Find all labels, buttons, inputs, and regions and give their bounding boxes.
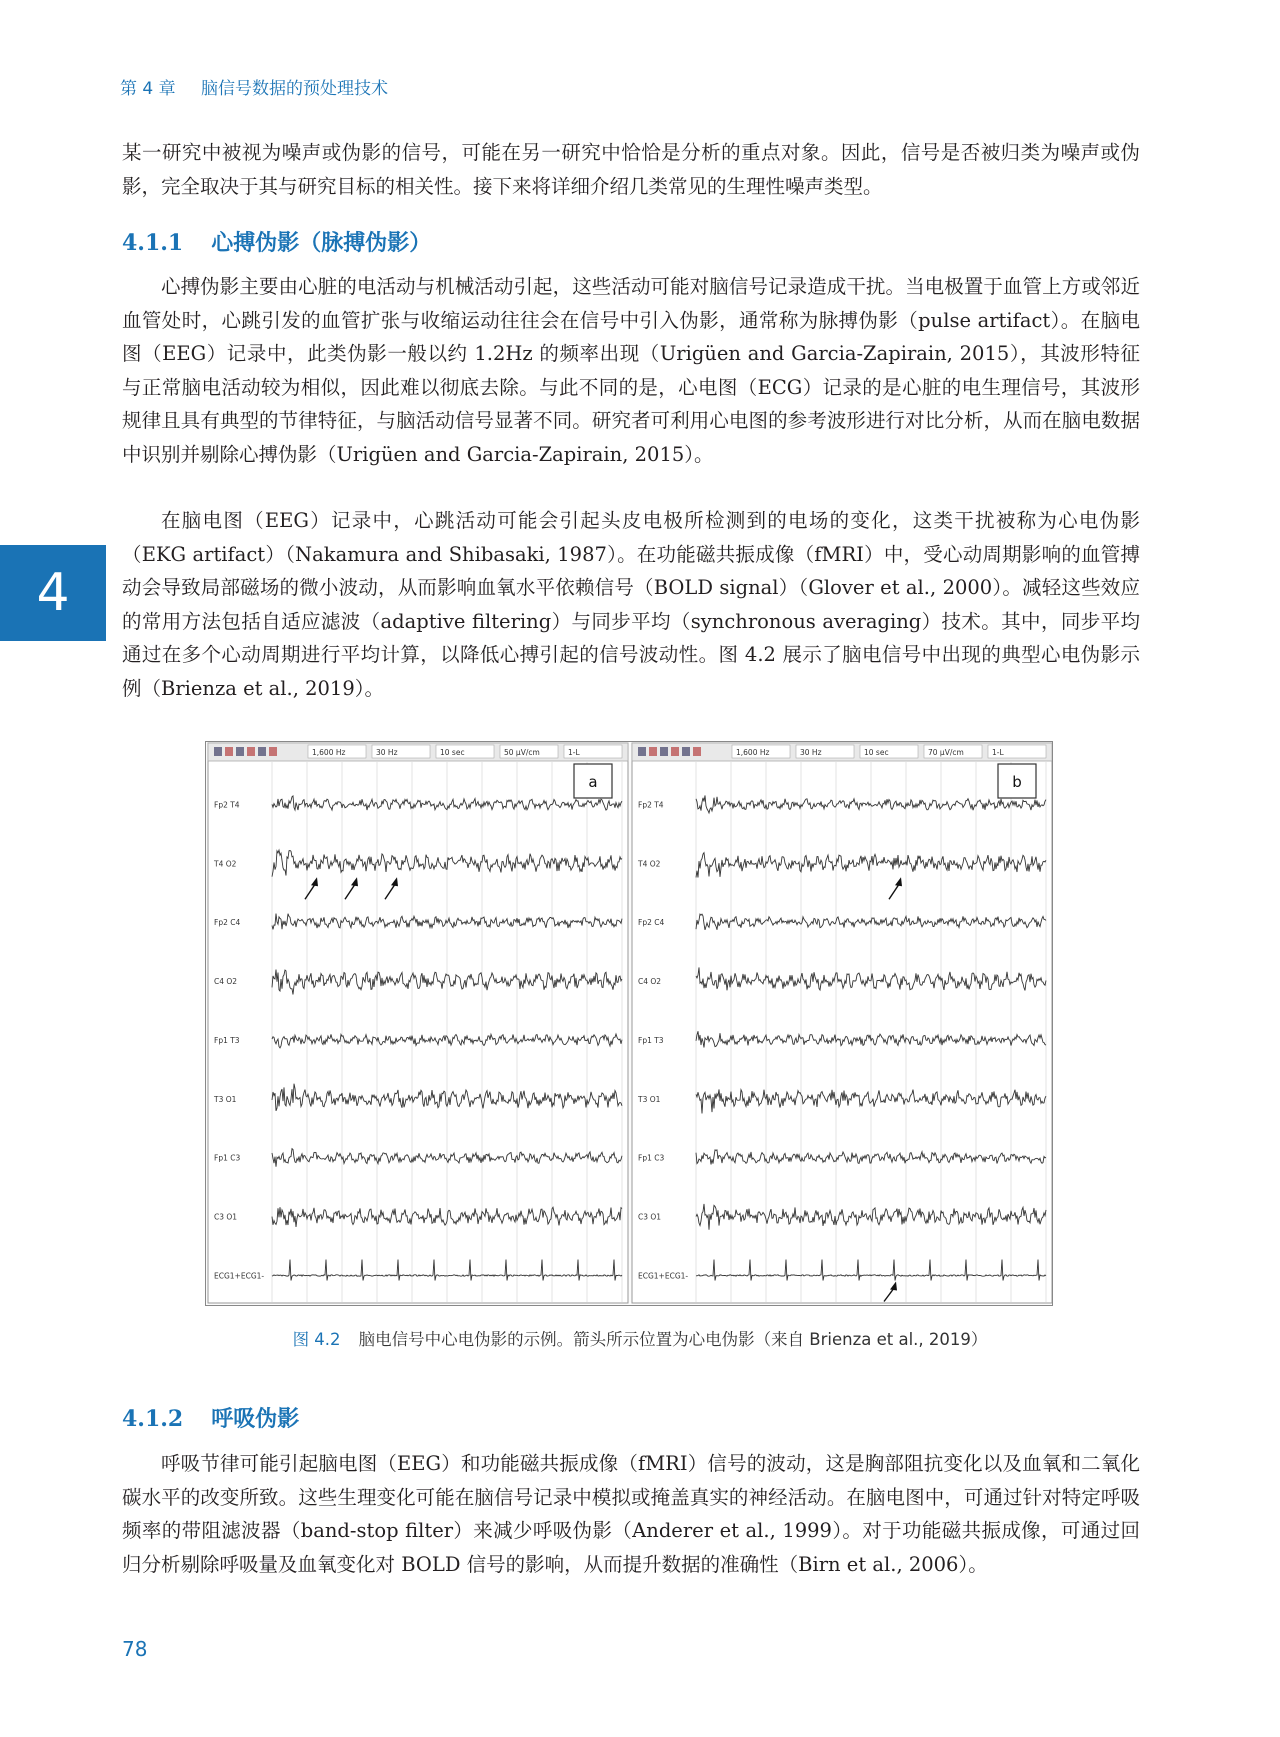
channel-label: Fp2 T4 — [638, 800, 664, 810]
toolbar-dropdown-label: 1-L — [568, 748, 580, 757]
channel-label: C4 O2 — [638, 977, 662, 987]
channel-label: C3 O1 — [638, 1212, 662, 1222]
toolbar-icon — [236, 747, 244, 756]
eeg-panel — [632, 743, 1052, 1303]
section-title: 心搏伪影（脉搏伪影） — [211, 230, 432, 256]
toolbar-icon — [638, 747, 646, 756]
toolbar-dropdown-label: 50 µV/cm — [504, 748, 540, 757]
section-title: 呼吸伪影 — [211, 1406, 300, 1432]
channel-label: T4 O2 — [214, 859, 237, 869]
channel-label: T4 O2 — [638, 859, 661, 869]
section-heading-4-1-2 — [122, 1402, 299, 1433]
channel-label: Fp1 C3 — [214, 1153, 241, 1163]
section-number: 4.1.2 — [122, 1406, 184, 1432]
running-head — [120, 74, 388, 99]
toolbar-dropdown-label: 30 Hz — [376, 748, 398, 757]
channel-label: T3 O1 — [214, 1094, 237, 1104]
toolbar-icon — [225, 747, 233, 756]
toolbar-icon — [682, 747, 690, 756]
eeg-figure — [205, 741, 1053, 1306]
section-heading-4-1-1 — [122, 226, 431, 257]
toolbar-dropdown-label: 1,600 Hz — [312, 748, 346, 757]
panel-label: a — [588, 773, 598, 791]
toolbar-icon — [269, 747, 277, 756]
channel-label: Fp2 C4 — [638, 918, 665, 928]
eeg-figure-svg — [206, 742, 1052, 1305]
running-head-chapter: 第 4 章 — [120, 79, 176, 99]
paragraph: 心搏伪影主要由心脏的电活动与机械活动引起，这些活动可能对脑信号记录造成干扰。当电极置于血管上方或邻近血管处时，心跳引发的血管扩张与收缩运动往往会在信号中引入伪影，通常称为脉搏伪影（pulse artifact）。在脑电图（EEG）记录中，此类伪影一般以约 1.2Hz 的频率出现（Urigüen and Garcia-Zapirain, 2015），其波形特征与正常脑电活动较为相似，因此难以彻底去除。与此不同的是，心电图（ECG）记录的是心脏的电生理信号，其波形规律且具有典型的节律特征，与脑活动信号显著不同。研究者可利用心电图的参考波形进行对比分析，从而在脑电数据中识别并剔除心搏伪影（Urigüen and Garcia-Zapirain, 2015）。 — [122, 275, 1140, 466]
toolbar-icon — [247, 747, 255, 756]
running-head-title: 脑信号数据的预处理技术 — [201, 79, 389, 99]
channel-label: C4 O2 — [214, 977, 238, 987]
toolbar-icon — [671, 747, 679, 756]
figure-caption-text: 脑电信号中心电伪影的示例。箭头所示位置为心电伪影（来自 Brienza et al., 2019） — [358, 1330, 988, 1349]
channel-label: ECG1+ECG1- — [214, 1271, 265, 1281]
figure-caption — [0, 1326, 1280, 1350]
toolbar-dropdown-label: 30 Hz — [800, 748, 822, 757]
channel-label: T3 O1 — [638, 1094, 661, 1104]
toolbar-icon — [258, 747, 266, 756]
channel-label: Fp2 C4 — [214, 918, 241, 928]
eeg-panel — [208, 743, 628, 1303]
toolbar-dropdown-label: 1-L — [992, 748, 1004, 757]
toolbar-dropdown-label: 10 sec — [864, 748, 889, 757]
channel-label: C3 O1 — [214, 1212, 238, 1222]
panel-label: b — [1012, 773, 1022, 791]
toolbar-icon — [214, 747, 222, 756]
toolbar-icon — [693, 747, 701, 756]
paragraph: 呼吸节律可能引起脑电图（EEG）和功能磁共振成像（fMRI）信号的波动，这是胸部阻抗变化以及血氧和二氧化碳水平的改变所致。这些生理变化可能在脑信号记录中模拟或掩盖真实的神经活动。在脑电图中，可通过针对特定呼吸频率的带阻滤波器（band-stop filter）来减少呼吸伪影（Anderer et al., 1999）。对于功能磁共振成像，可通过回归分析剔除呼吸量及血氧变化对 BOLD 信号的影响，从而提升数据的准确性（Birn et al., 2006）。 — [122, 1452, 1140, 1576]
section-number: 4.1.1 — [122, 230, 184, 256]
channel-label: Fp1 C3 — [638, 1153, 665, 1163]
channel-label: Fp2 T4 — [214, 800, 240, 810]
page-number: 78 — [122, 1637, 148, 1661]
channel-label: Fp1 T3 — [214, 1035, 240, 1045]
toolbar-icon — [660, 747, 668, 756]
toolbar-dropdown-label: 1,600 Hz — [736, 748, 770, 757]
intro-paragraph: 某一研究中被视为噪声或伪影的信号，可能在另一研究中恰恰是分析的重点对象。因此，信号是否被归类为噪声或伪影，完全取决于其与研究目标的相关性。接下来将详细介绍几类常见的生理性噪声类型。 — [122, 141, 1140, 198]
figure-number: 图 4.2 — [292, 1330, 341, 1349]
channel-label: ECG1+ECG1- — [638, 1271, 689, 1281]
toolbar-dropdown-label: 70 µV/cm — [928, 748, 964, 757]
toolbar-dropdown-label: 10 sec — [440, 748, 465, 757]
channel-label: Fp1 T3 — [638, 1035, 664, 1045]
toolbar-icon — [649, 747, 657, 756]
paragraph: 在脑电图（EEG）记录中，心跳活动可能会引起头皮电极所检测到的电场的变化，这类干扰被称为心电伪影（EKG artifact）（Nakamura and Shibasaki, 1987）。在功能磁共振成像（fMRI）中，受心动周期影响的血管搏动会导致局部磁场的微小波动，从而影响血氧水平依赖信号（BOLD signal）（Glover et al., 2000）。减轻这些效应的常用方法包括自适应滤波（adaptive filtering）与同步平均（synchronous averaging）技术。其中，同步平均通过在多个心动周期进行平均计算，以降低心搏引起的信号波动性。图 4.2 展示了脑电信号中出现的典型心电伪影示例（Brienza et al., 2019）。 — [122, 509, 1140, 700]
chapter-tab: 4 — [0, 545, 106, 641]
